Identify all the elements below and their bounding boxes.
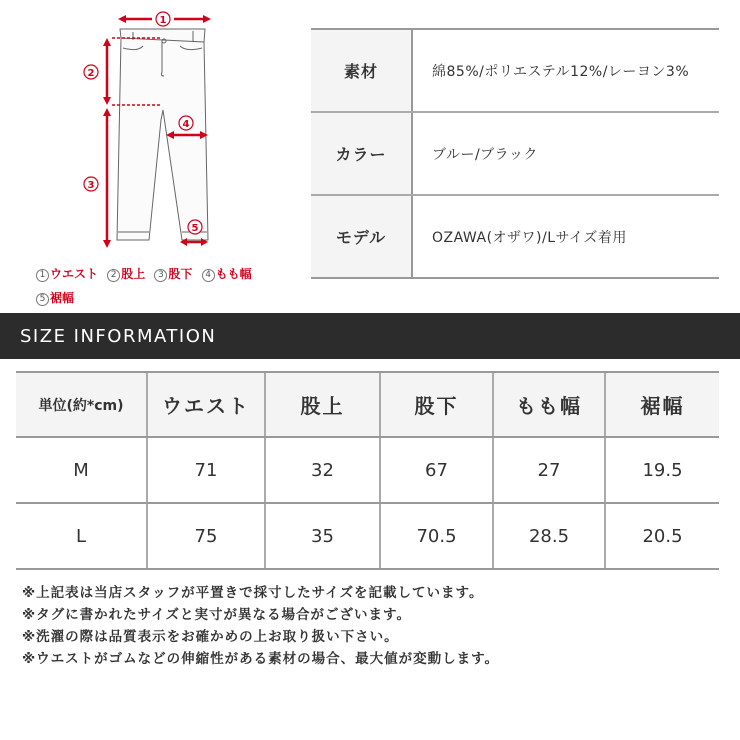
header-rise: 股上	[266, 373, 381, 436]
marker-4: 4	[182, 119, 190, 130]
size-information-banner	[0, 313, 740, 359]
note-line: ※洗濯の際は品質表示をお確かめの上お取り扱い下さい。	[22, 629, 399, 645]
pants-measurement-diagram	[0, 0, 310, 310]
legend-label: 股下	[168, 267, 193, 281]
spec-label: モデル	[311, 196, 413, 277]
table-cell: 67	[381, 438, 494, 502]
table-cell: 75	[148, 504, 266, 568]
spec-row-material	[311, 30, 719, 113]
legend-label: もも幅	[215, 267, 252, 281]
table-cell: 20.5	[642, 525, 683, 547]
table-cell: 35	[266, 504, 381, 568]
legend-item-rise	[107, 262, 145, 286]
legend-label: 裾幅	[50, 291, 75, 305]
spec-value: 綿85%/ポリエステル12%/レーヨン3%	[432, 63, 690, 80]
header-waist: ウエスト	[148, 373, 266, 436]
header-inseam: 股下	[381, 373, 494, 436]
size-label: M	[16, 438, 148, 502]
measurement-legend	[36, 262, 306, 310]
legend-number: 3	[154, 269, 167, 282]
section-title: SIZE INFORMATION	[20, 325, 217, 347]
legend-number: 1	[36, 269, 49, 282]
size-table	[16, 371, 719, 570]
table-row	[16, 438, 719, 504]
legend-item-thigh	[202, 262, 252, 286]
table-cell: 71	[148, 438, 266, 502]
header-hem: 裾幅	[640, 394, 685, 418]
legend-label: 股上	[121, 267, 146, 281]
legend-number: 5	[36, 293, 49, 306]
legend-number: 2	[107, 269, 120, 282]
size-notes	[22, 582, 499, 670]
header-unit: 単位(約*cm)	[16, 373, 148, 436]
table-cell: 19.5	[642, 459, 683, 481]
marker-1: 1	[159, 15, 167, 26]
marker-5: 5	[191, 223, 199, 234]
table-cell: 70.5	[381, 504, 494, 568]
size-table-header	[16, 373, 719, 438]
legend-label: ウエスト	[50, 267, 99, 281]
spec-label: 素材	[311, 30, 413, 111]
spec-row-color	[311, 113, 719, 196]
header-thigh: もも幅	[494, 373, 606, 436]
spec-value: OZAWA(オザワ)/Lサイズ着用	[432, 229, 627, 246]
marker-3: 3	[87, 180, 95, 191]
note-line: ※上記表は当店スタッフが平置きで採寸したサイズを記載しています。	[22, 585, 484, 601]
note-line: ※ウエストがゴムなどの伸縮性がある素材の場合、最大値が変動します。	[22, 651, 500, 667]
marker-2: 2	[87, 68, 95, 79]
table-row	[16, 504, 719, 570]
size-label: L	[16, 504, 148, 568]
product-spec-table	[311, 28, 719, 279]
table-cell: 27	[494, 438, 606, 502]
spec-label: カラー	[311, 113, 413, 194]
spec-row-model	[311, 196, 719, 279]
spec-value: ブルー/ブラック	[432, 146, 538, 163]
legend-item-waist	[36, 262, 98, 286]
legend-item-inseam	[154, 262, 192, 286]
table-cell: 28.5	[494, 504, 606, 568]
legend-item-hem	[36, 286, 74, 310]
pants-illustration-icon	[0, 0, 310, 262]
legend-number: 4	[202, 269, 215, 282]
table-cell: 32	[266, 438, 381, 502]
note-line: ※タグに書かれたサイズと実寸が異なる場合がございます。	[22, 607, 411, 623]
